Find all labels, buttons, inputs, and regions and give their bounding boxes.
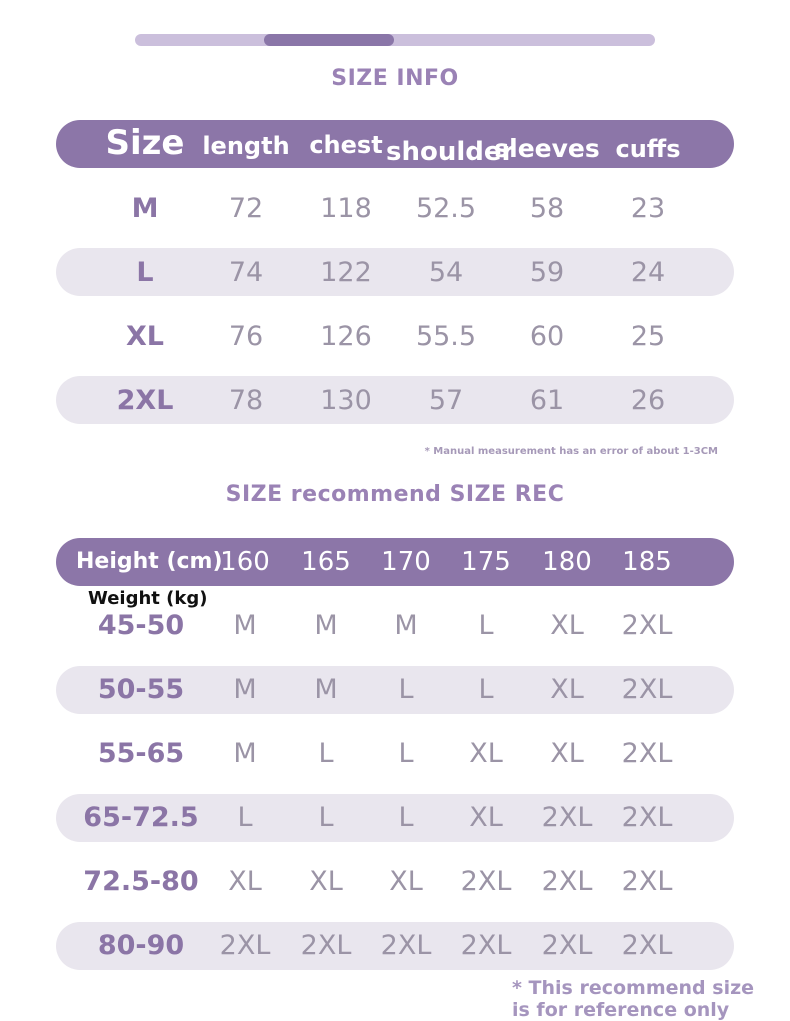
progress-track bbox=[135, 34, 655, 46]
size-info-cell: L bbox=[136, 257, 154, 288]
size-rec-cell: 50-55 bbox=[97, 674, 185, 705]
size-rec-cell: L bbox=[237, 802, 253, 833]
size-info-cell: 118 bbox=[320, 193, 372, 224]
size-info-cell: 26 bbox=[630, 385, 666, 416]
size-rec-cell: 2XL bbox=[541, 866, 593, 897]
size-info-cell: 55.5 bbox=[415, 321, 477, 352]
size-info-header-2: chest bbox=[309, 130, 383, 159]
size-rec-cell: 2XL bbox=[621, 802, 673, 833]
size-info-cell: 72 bbox=[228, 193, 264, 224]
height-header-170: 170 bbox=[381, 547, 431, 577]
size-rec-cell: M bbox=[233, 738, 257, 769]
size-rec-cell: M bbox=[314, 610, 338, 641]
size-rec-cell: XL bbox=[228, 866, 262, 897]
size-info-header-5: cuffs bbox=[615, 134, 681, 163]
size-rec-cell: L bbox=[318, 802, 334, 833]
measurement-note: * Manual measurement has an error of about 1-3CM bbox=[424, 446, 718, 457]
size-rec-cell: 80-90 bbox=[97, 930, 185, 961]
size-rec-cell: 2XL bbox=[219, 930, 271, 961]
size-rec-cell: M bbox=[394, 610, 418, 641]
size-info-cell: 57 bbox=[428, 385, 464, 416]
size-rec-cell: 2XL bbox=[621, 738, 673, 769]
height-label: Height (cm) bbox=[76, 549, 223, 574]
size-info-cell: 24 bbox=[630, 257, 666, 288]
size-rec-title: SIZE recommend SIZE REC bbox=[225, 482, 565, 507]
size-rec-cell: XL bbox=[550, 738, 584, 769]
size-rec-cell: 2XL bbox=[621, 610, 673, 641]
size-rec-cell: 65-72.5 bbox=[83, 802, 199, 833]
height-header-185: 185 bbox=[622, 547, 672, 577]
size-rec-cell: L bbox=[478, 674, 494, 705]
height-header-165: 165 bbox=[301, 547, 351, 577]
size-info-cell: 58 bbox=[529, 193, 565, 224]
size-rec-cell: L bbox=[398, 674, 414, 705]
size-rec-cell: 2XL bbox=[621, 674, 673, 705]
size-info-cell: M bbox=[131, 193, 159, 224]
size-rec-cell: 2XL bbox=[541, 802, 593, 833]
size-info-cell: 60 bbox=[529, 321, 565, 352]
size-rec-cell: XL bbox=[389, 866, 423, 897]
size-info-cell: 130 bbox=[320, 385, 372, 416]
size-rec-cell: L bbox=[318, 738, 334, 769]
size-rec-cell: XL bbox=[550, 610, 584, 641]
size-rec-cell: M bbox=[233, 610, 257, 641]
height-header-160: 160 bbox=[220, 547, 270, 577]
size-info-cell: 54 bbox=[428, 257, 464, 288]
size-info-cell: 126 bbox=[320, 321, 372, 352]
size-info-header-1: length bbox=[202, 131, 290, 160]
size-rec-cell: L bbox=[478, 610, 494, 641]
size-rec-cell: 2XL bbox=[300, 930, 352, 961]
size-rec-cell: XL bbox=[550, 674, 584, 705]
size-info-cell: 25 bbox=[630, 321, 666, 352]
size-info-cell: XL bbox=[125, 321, 165, 352]
size-info-cell: 122 bbox=[320, 257, 372, 288]
size-rec-cell: XL bbox=[309, 866, 343, 897]
size-info-cell: 78 bbox=[228, 385, 264, 416]
size-info-cell: 61 bbox=[529, 385, 565, 416]
size-rec-cell: 2XL bbox=[460, 866, 512, 897]
size-info-cell: 2XL bbox=[116, 385, 174, 416]
size-rec-cell: 45-50 bbox=[97, 610, 185, 641]
size-info-title: SIZE INFO bbox=[331, 66, 459, 91]
reference-note: * This recommend size is for reference only bbox=[512, 977, 755, 1021]
size-rec-cell: 2XL bbox=[380, 930, 432, 961]
height-header-175: 175 bbox=[461, 547, 511, 577]
size-info-cell: 74 bbox=[228, 257, 264, 288]
weight-label: Weight (kg) bbox=[88, 588, 208, 609]
size-rec-cell: M bbox=[314, 674, 338, 705]
size-rec-cell: 2XL bbox=[621, 866, 673, 897]
size-info-cell: 76 bbox=[228, 321, 264, 352]
size-rec-cell: XL bbox=[469, 738, 503, 769]
size-rec-cell: 2XL bbox=[541, 930, 593, 961]
size-info-cell: 52.5 bbox=[415, 193, 477, 224]
size-rec-cell: L bbox=[398, 738, 414, 769]
size-info-header-3: shoulder bbox=[386, 136, 515, 167]
progress-fill bbox=[264, 34, 394, 46]
height-header-180: 180 bbox=[542, 547, 592, 577]
size-info-header-0: Size bbox=[105, 123, 185, 164]
size-rec-cell: 72.5-80 bbox=[83, 866, 199, 897]
size-info-header-4: sleeves bbox=[494, 134, 600, 164]
size-rec-cell: XL bbox=[469, 802, 503, 833]
size-rec-cell: 55-65 bbox=[97, 738, 185, 769]
size-rec-cell: M bbox=[233, 674, 257, 705]
size-info-cell: 59 bbox=[529, 257, 565, 288]
size-info-cell: 23 bbox=[630, 193, 666, 224]
size-rec-cell: L bbox=[398, 802, 414, 833]
size-rec-cell: 2XL bbox=[621, 930, 673, 961]
size-rec-cell: 2XL bbox=[460, 930, 512, 961]
